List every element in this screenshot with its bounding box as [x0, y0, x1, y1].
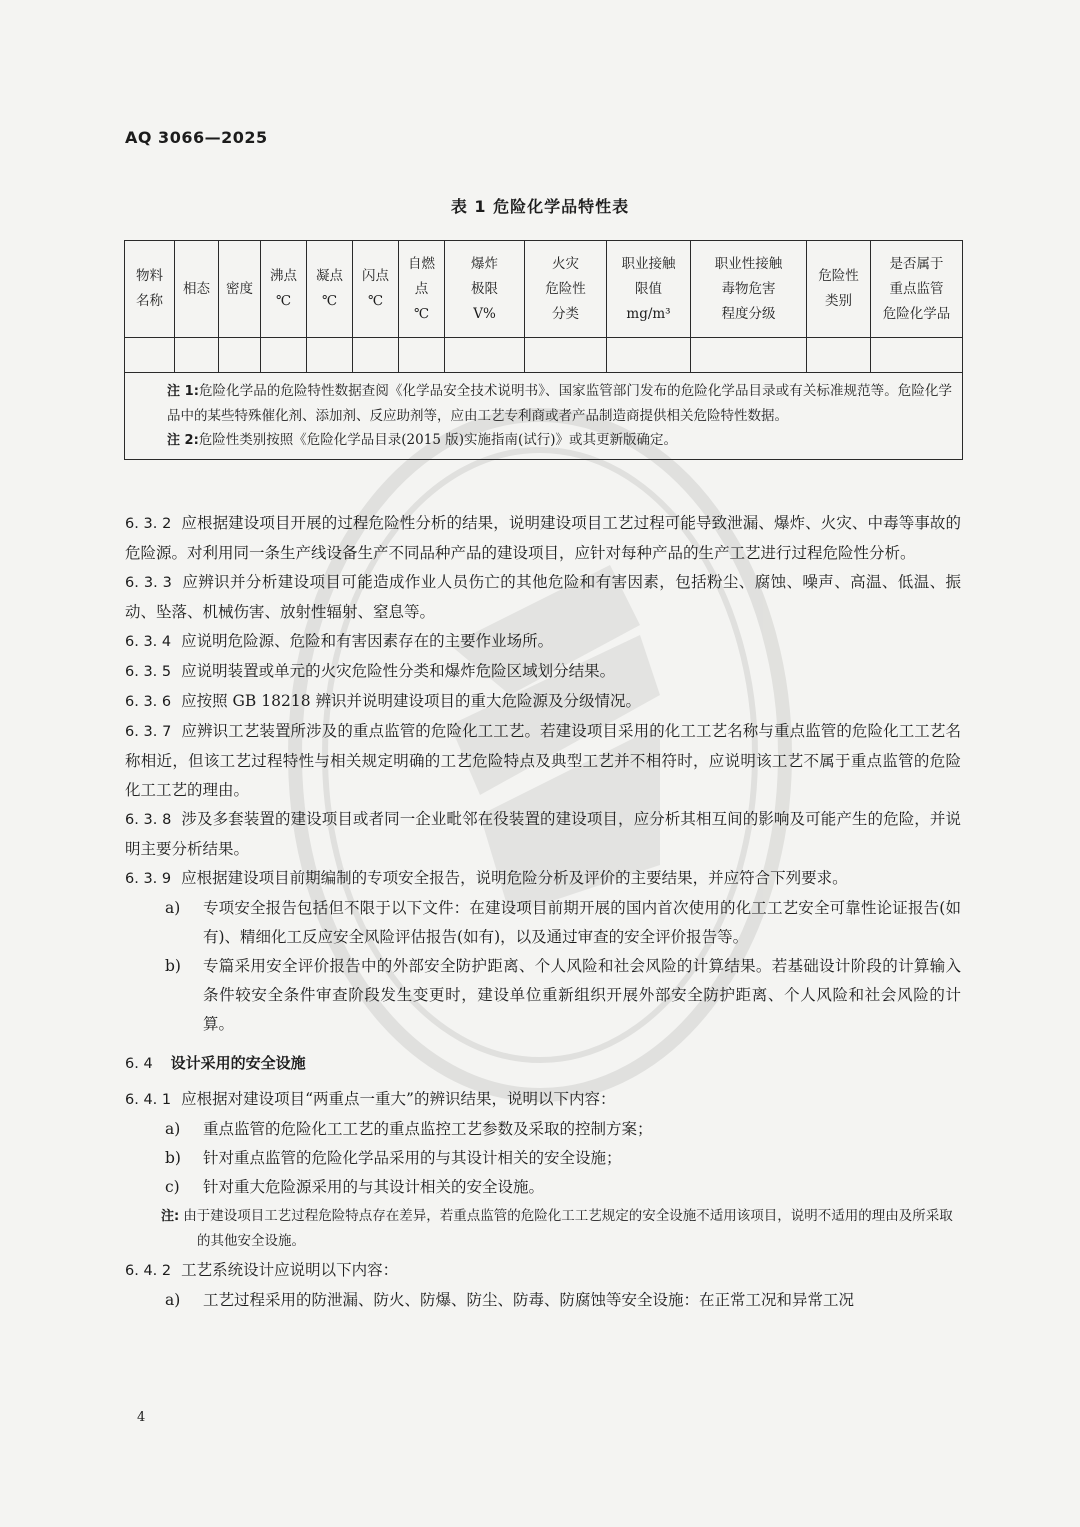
table-cell: [691, 338, 807, 373]
column-header: 闪点 ℃: [353, 241, 399, 338]
hazard-properties-table: [124, 240, 963, 460]
column-header: 爆炸 极限 V%: [445, 241, 525, 338]
column-header: 是否属于 重点监管 危险化学品: [871, 241, 963, 338]
table-cell: [125, 338, 175, 373]
clause-6-3-5: 6. 3. 5 应说明装置或单元的火灾危险性分类和爆炸危险区域划分结果。: [125, 662, 616, 680]
table-cell: [807, 338, 871, 373]
table-row: [125, 338, 963, 373]
clause-6-4-1: 6. 4. 1 应根据对建设项目“两重点一重大”的辨识结果，说明以下内容：: [125, 1090, 616, 1108]
clause-6-3-6: 6. 3. 6 应按照 GB 18218 辨识并说明建设项目的重大危险源及分级情况。: [125, 692, 641, 710]
column-header: 密度: [219, 241, 261, 338]
clause-6-3-2: 6. 3. 2 应根据建设项目开展的过程危险性分析的结果，说明建设项目工艺过程可能导致泄漏、爆炸、火灾、中毒等事故的危险源。对利用同一条生产线设备生产不同品种产品的建设项目，应针对每种产品的生产工艺进行过程危险性分析。: [125, 514, 961, 562]
clause-6-4-2: 6. 4. 2 工艺系统设计应说明以下内容：: [125, 1261, 399, 1279]
column-header: 相态: [175, 241, 219, 338]
table-cell: [353, 338, 399, 373]
column-header: 危险性 类别: [807, 241, 871, 338]
table-note-1: 注 1:危险化学品的危险特性数据查阅《化学品安全技术说明书》、国家监管部门发布的危险化学品目录或有关标准规范等。危险化学品中的某些特殊催化剂、添加剂、反应助剂等，应由工艺专利商或者产品制造商提供相关危险特性数据。: [167, 383, 953, 424]
table-note-2: 注 2:危险性类别按照《危险化学品目录(2015 版)实施指南(试行)》或其更新版确定。: [167, 432, 677, 448]
list-item: b) 针对重点监管的危险化学品采用的与其设计相关的安全设施；: [165, 1149, 622, 1167]
standard-code: AQ 3066—2025: [125, 128, 268, 147]
table-notes-row: [125, 373, 963, 460]
table-cell: [261, 338, 307, 373]
table-header-row: [125, 241, 963, 338]
clause-6-3-8: 6. 3. 8 涉及多套装置的建设项目或者同一企业毗邻在役装置的建设项目，应分析其相互间的影响及可能产生的危险，并说明主要分析结果。: [125, 810, 961, 858]
table-cell: [607, 338, 691, 373]
table-cell: [445, 338, 525, 373]
clause-note: 注: 由于建设项目工艺过程危险特点存在差异，若重点监管的危险化工工艺规定的安全设施不适用该项目，说明不适用的理由及所采取的其他安全设施。: [161, 1208, 953, 1249]
column-header: 物料 名称: [125, 241, 175, 338]
table-notes: [125, 373, 963, 460]
clause-6-3-4: 6. 3. 4 应说明危险源、危险和有害因素存在的主要作业场所。: [125, 632, 554, 650]
column-header: 沸点 ℃: [261, 241, 307, 338]
clause-6-3-3: 6. 3. 3 应辨识并分析建设项目可能造成作业人员伤亡的其他危险和有害因素，包括粉尘、腐蚀、噪声、高温、低温、振动、坠落、机械伤害、放射性辐射、窒息等。: [125, 573, 961, 621]
clause-6-3-9: 6. 3. 9 应根据建设项目前期编制的专项安全报告，说明危险分析及评价的主要结果，并应符合下列要求。: [125, 869, 848, 887]
table-caption: 表 1 危险化学品特性表: [450, 197, 630, 216]
column-header: 火灾 危险性 分类: [525, 241, 607, 338]
table-cell: [307, 338, 353, 373]
table-cell: [175, 338, 219, 373]
list-item: a) 工艺过程采用的防泄漏、防火、防爆、防尘、防毒、防腐蚀等安全设施：在正常工况和异常工况: [165, 1291, 855, 1309]
table-cell: [219, 338, 261, 373]
list-item: c) 针对重大危险源采用的与其设计相关的安全设施。: [165, 1178, 545, 1196]
list-item: a) 重点监管的危险化工工艺的重点监控工艺参数及采取的控制方案；: [165, 1120, 653, 1138]
table-cell: [525, 338, 607, 373]
list-item: a) 专项安全报告包括但不限于以下文件：在建设项目前期开展的国内首次使用的化工工艺安全可靠性论证报告(如有)、精细化工反应安全风险评估报告(如有)，以及通过审查的安全评价报告等。: [165, 899, 961, 946]
body-text: [125, 509, 961, 1315]
column-header: 职业接触 限值 mg/m³: [607, 241, 691, 338]
page-number: 4: [137, 1410, 146, 1425]
list-item: b) 专篇采用安全评价报告中的外部安全防护距离、个人风险和社会风险的计算结果。若基础设计阶段的计算输入条件较安全条件审查阶段发生变更时，建设单位重新组织开展外部安全防护距离、个人风险和社会风险的计算。: [165, 957, 961, 1033]
table-cell: [399, 338, 445, 373]
column-header: 凝点 ℃: [307, 241, 353, 338]
column-header: 职业性接触 毒物危害 程度分级: [691, 241, 807, 338]
table-cell: [871, 338, 963, 373]
clause-6-3-7: 6. 3. 7 应辨识工艺装置所涉及的重点监管的危险化工工艺。若建设项目采用的化工工艺名称与重点监管的危险化工工艺名称相近，但该工艺过程特性与相关规定明确的工艺危险特点及典型工艺并不相符时，应说明该工艺不属于重点监管的危险化工工艺的理由。: [125, 722, 961, 799]
column-header: 自燃 点 ℃: [399, 241, 445, 338]
section-heading-6-4: 6. 4 设计采用的安全设施: [125, 1054, 306, 1072]
